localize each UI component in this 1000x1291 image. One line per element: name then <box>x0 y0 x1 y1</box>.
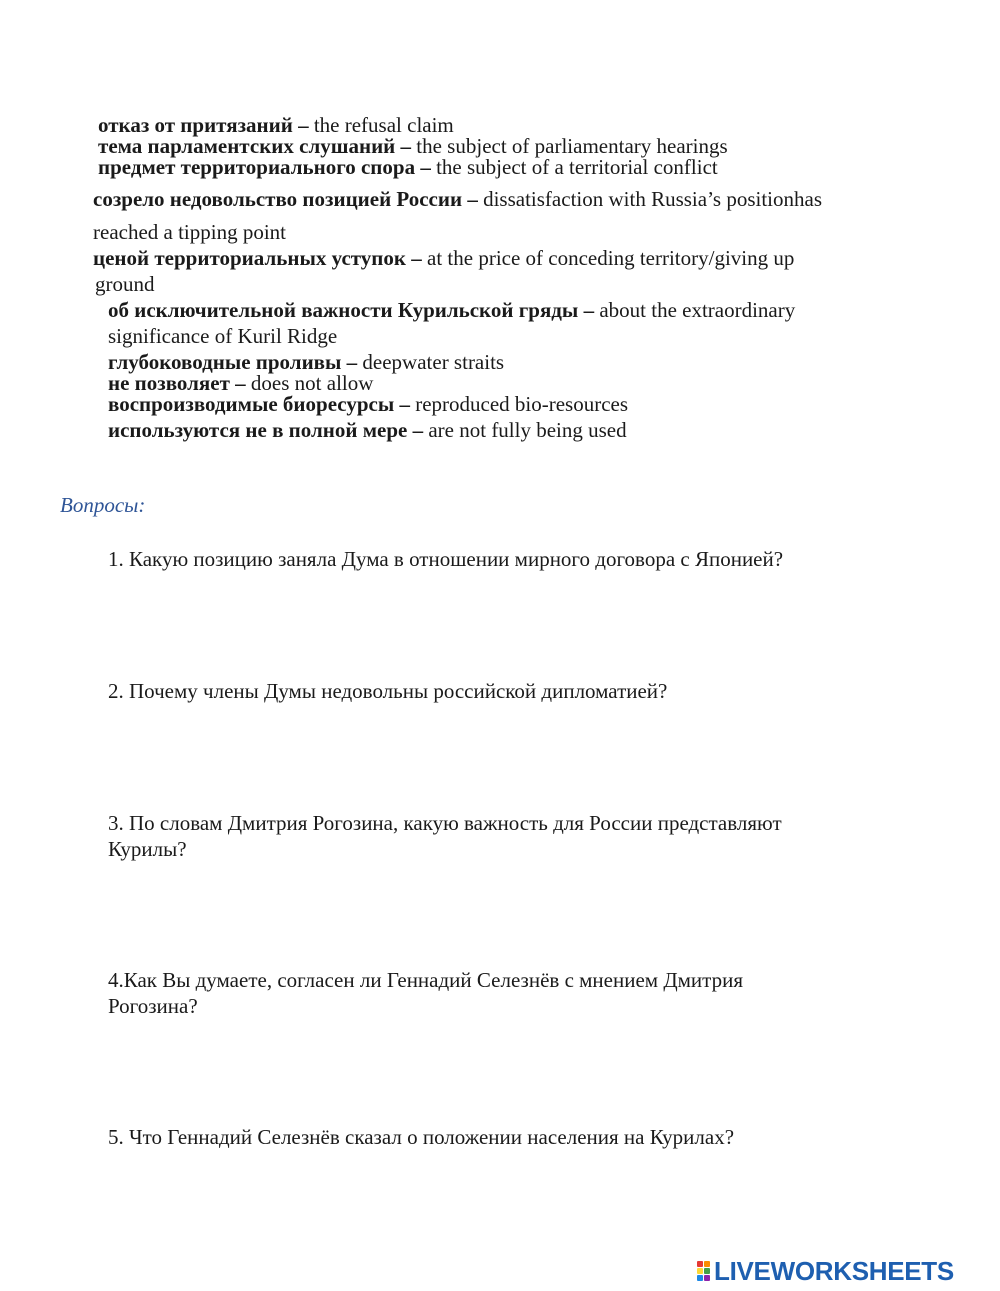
glossary-definition: reproduced bio-resources <box>415 392 629 416</box>
question-4 <box>108 968 743 993</box>
glossary-definition: the refusal claim <box>313 113 454 137</box>
glossary-separator: – <box>406 246 428 270</box>
glossary-term: об исключительной важности Курильской гряды <box>108 298 579 322</box>
glossary-definition: the subject of a territorial conflict <box>436 155 718 179</box>
glossary-separator: – <box>292 113 314 137</box>
liveworksheets-logo <box>697 1256 954 1286</box>
question-text: Как Вы думаете, согласен ли Геннадий Селезнёв с мнением Дмитрия <box>123 968 744 992</box>
glossary-definition: deepwater straits <box>362 350 505 374</box>
glossary-separator: – <box>395 134 417 158</box>
question-3-continuation: Курилы? <box>108 837 187 861</box>
glossary-item <box>93 187 822 211</box>
glossary-separator: – <box>407 418 429 442</box>
glossary-separator: – <box>415 155 437 179</box>
glossary-definition: at the price of conceding territory/giving up <box>427 246 795 270</box>
glossary-term: тема парламентских слушаний <box>98 134 396 158</box>
glossary-continuation: significance of Kuril Ridge <box>108 324 338 348</box>
logo-block <box>704 1275 710 1281</box>
glossary-item <box>108 420 627 441</box>
glossary-item <box>108 298 795 322</box>
logo-text: LIVEWORKSHEETS <box>714 1255 954 1286</box>
glossary-item <box>108 352 504 373</box>
glossary-item <box>108 373 373 394</box>
glossary-term: отказ от притязаний <box>98 113 293 137</box>
glossary-item <box>108 394 628 415</box>
glossary-term: глубоководные проливы <box>108 350 342 374</box>
question-text: Что Геннадий Селезнёв сказал о положении населения на Курилах? <box>129 1125 735 1149</box>
glossary-term: используются не в полной мере <box>108 418 408 442</box>
glossary-definition: dissatisfaction with Russia’s positionhas <box>483 187 823 211</box>
question-4-continuation: Рогозина? <box>108 994 198 1018</box>
question-1 <box>108 547 783 572</box>
logo-block <box>697 1268 703 1274</box>
question-number: 5. <box>108 1125 124 1149</box>
glossary-definition: about the extraordinary <box>599 298 796 322</box>
glossary-definition: are not fully being used <box>428 418 627 442</box>
glossary-continuation: reached a tipping point <box>93 220 287 244</box>
glossary-term: воспроизводимые биоресурсы <box>108 392 395 416</box>
glossary-separator: – <box>394 392 416 416</box>
glossary-separator: – <box>462 187 484 211</box>
glossary-definition: does not allow <box>250 371 374 395</box>
question-text: Почему члены Думы недовольны российской дипломатией? <box>129 679 668 703</box>
glossary-separator: – <box>229 371 251 395</box>
logo-block <box>704 1268 710 1274</box>
glossary-item <box>98 157 718 178</box>
glossary-definition: the subject of parliamentary hearings <box>416 134 728 158</box>
glossary-item <box>98 136 728 157</box>
question-number: 1. <box>108 547 124 571</box>
question-number: 3. <box>108 811 124 835</box>
glossary-item <box>93 246 794 270</box>
glossary-term: ценой территориальных уступок <box>93 246 407 270</box>
glossary-term: не позволяет <box>108 371 230 395</box>
logo-block <box>697 1261 703 1267</box>
question-2 <box>108 679 667 704</box>
glossary-term: предмет территориального спора <box>98 155 416 179</box>
glossary-separator: – <box>341 350 363 374</box>
question-text: По словам Дмитрия Рогозина, какую важность для России представляют <box>129 811 782 835</box>
question-number: 4. <box>108 968 124 992</box>
glossary-separator: – <box>578 298 600 322</box>
question-number: 2. <box>108 679 124 703</box>
question-3 <box>108 811 782 836</box>
questions-heading: Вопросы: <box>60 493 146 517</box>
glossary-term: созрело недовольство позицией России <box>93 187 463 211</box>
question-text: Какую позицию заняла Дума в отношении мирного договора с Японией? <box>129 547 784 571</box>
question-5 <box>108 1125 734 1150</box>
logo-block <box>697 1275 703 1281</box>
logo-blocks-icon <box>697 1261 710 1281</box>
logo-block <box>704 1261 710 1267</box>
glossary-continuation: ground <box>95 272 155 296</box>
glossary-item <box>98 115 454 136</box>
